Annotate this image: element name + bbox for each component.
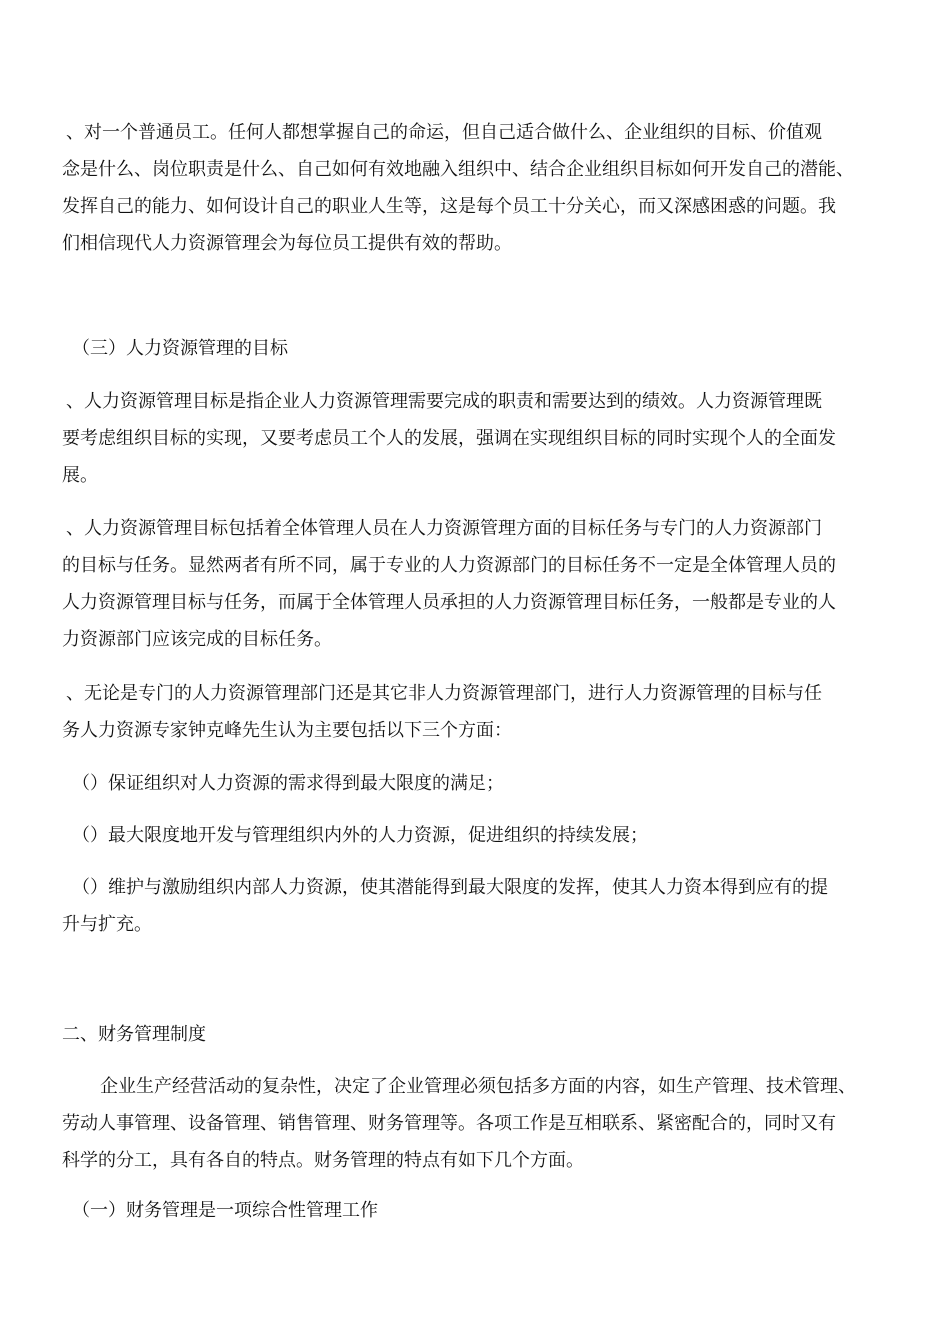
text-line: 们相信现代人力资源管理会为每位员工提供有效的帮助。 — [62, 233, 512, 254]
text-line: 力资源部门应该完成的目标任务。 — [62, 629, 332, 650]
text-line: 、人力资源管理目标是指企业人力资源管理需要完成的职责和需要达到的绩效。人力资源管理既 — [66, 391, 822, 412]
list-item-3 — [62, 869, 898, 943]
paragraph-employee — [62, 114, 898, 262]
list-item-2: （）最大限度地开发与管理组织内外的人力资源，促进组织的持续发展； — [72, 825, 648, 846]
paragraph-hr-goal-definition — [62, 383, 898, 494]
paragraph-hr-goal-scope — [62, 510, 898, 658]
text-line: 企业生产经营活动的复杂性，决定了企业管理必须包括多方面的内容，如生产管理、技术管理、 — [100, 1076, 856, 1097]
text-line: 展。 — [62, 465, 98, 486]
section-heading-finance: 二、财务管理制度 — [62, 1024, 206, 1045]
text-line: 念是什么、岗位职责是什么、自己如何有效地融入组织中、结合企业组织目标如何开发自己的潜能、 — [62, 159, 854, 180]
text-line: 劳动人事管理、设备管理、销售管理、财务管理等。各项工作是互相联系、紧密配合的，同时又有 — [62, 1113, 836, 1134]
list-item-1: （）保证组织对人力资源的需求得到最大限度的满足； — [72, 773, 504, 794]
text-line: 要考虑组织目标的实现，又要考虑员工个人的发展，强调在实现组织目标的同时实现个人的全面发 — [62, 428, 836, 449]
text-line: 务人力资源专家钟克峰先生认为主要包括以下三个方面： — [62, 720, 512, 741]
text-line: 人力资源管理目标与任务，而属于全体管理人员承担的人力资源管理目标任务，一般都是专业的人 — [62, 592, 836, 613]
text-line: 发挥自己的能力、如何设计自己的职业人生等，这是每个员工十分关心，而又深感困惑的问题。我 — [62, 196, 836, 217]
paragraph-hr-goal-three-aspects — [62, 675, 898, 749]
text-line: 、无论是专门的人力资源管理部门还是其它非人力资源管理部门，进行人力资源管理的目标与任 — [66, 683, 822, 704]
text-line: 科学的分工，具有各自的特点。财务管理的特点有如下几个方面。 — [62, 1150, 584, 1171]
paragraph-finance-intro — [62, 1068, 898, 1179]
subsection-heading-finance-1: （一）财务管理是一项综合性管理工作 — [72, 1200, 378, 1221]
section-heading-hr-goals: （三）人力资源管理的目标 — [72, 338, 288, 359]
text-line: 、人力资源管理目标包括着全体管理人员在人力资源管理方面的目标任务与专门的人力资源部门 — [66, 518, 822, 539]
text-line: 的目标与任务。显然两者有所不同，属于专业的人力资源部门的目标任务不一定是全体管理人员的 — [62, 555, 836, 576]
text-line: （）维护与激励组织内部人力资源，使其潜能得到最大限度的发挥，使其人力资本得到应有的提 — [72, 877, 828, 898]
text-line: 、对一个普通员工。任何人都想掌握自己的命运，但自己适合做什么、企业组织的目标、价值观 — [66, 122, 822, 143]
text-line: 升与扩充。 — [62, 914, 152, 935]
